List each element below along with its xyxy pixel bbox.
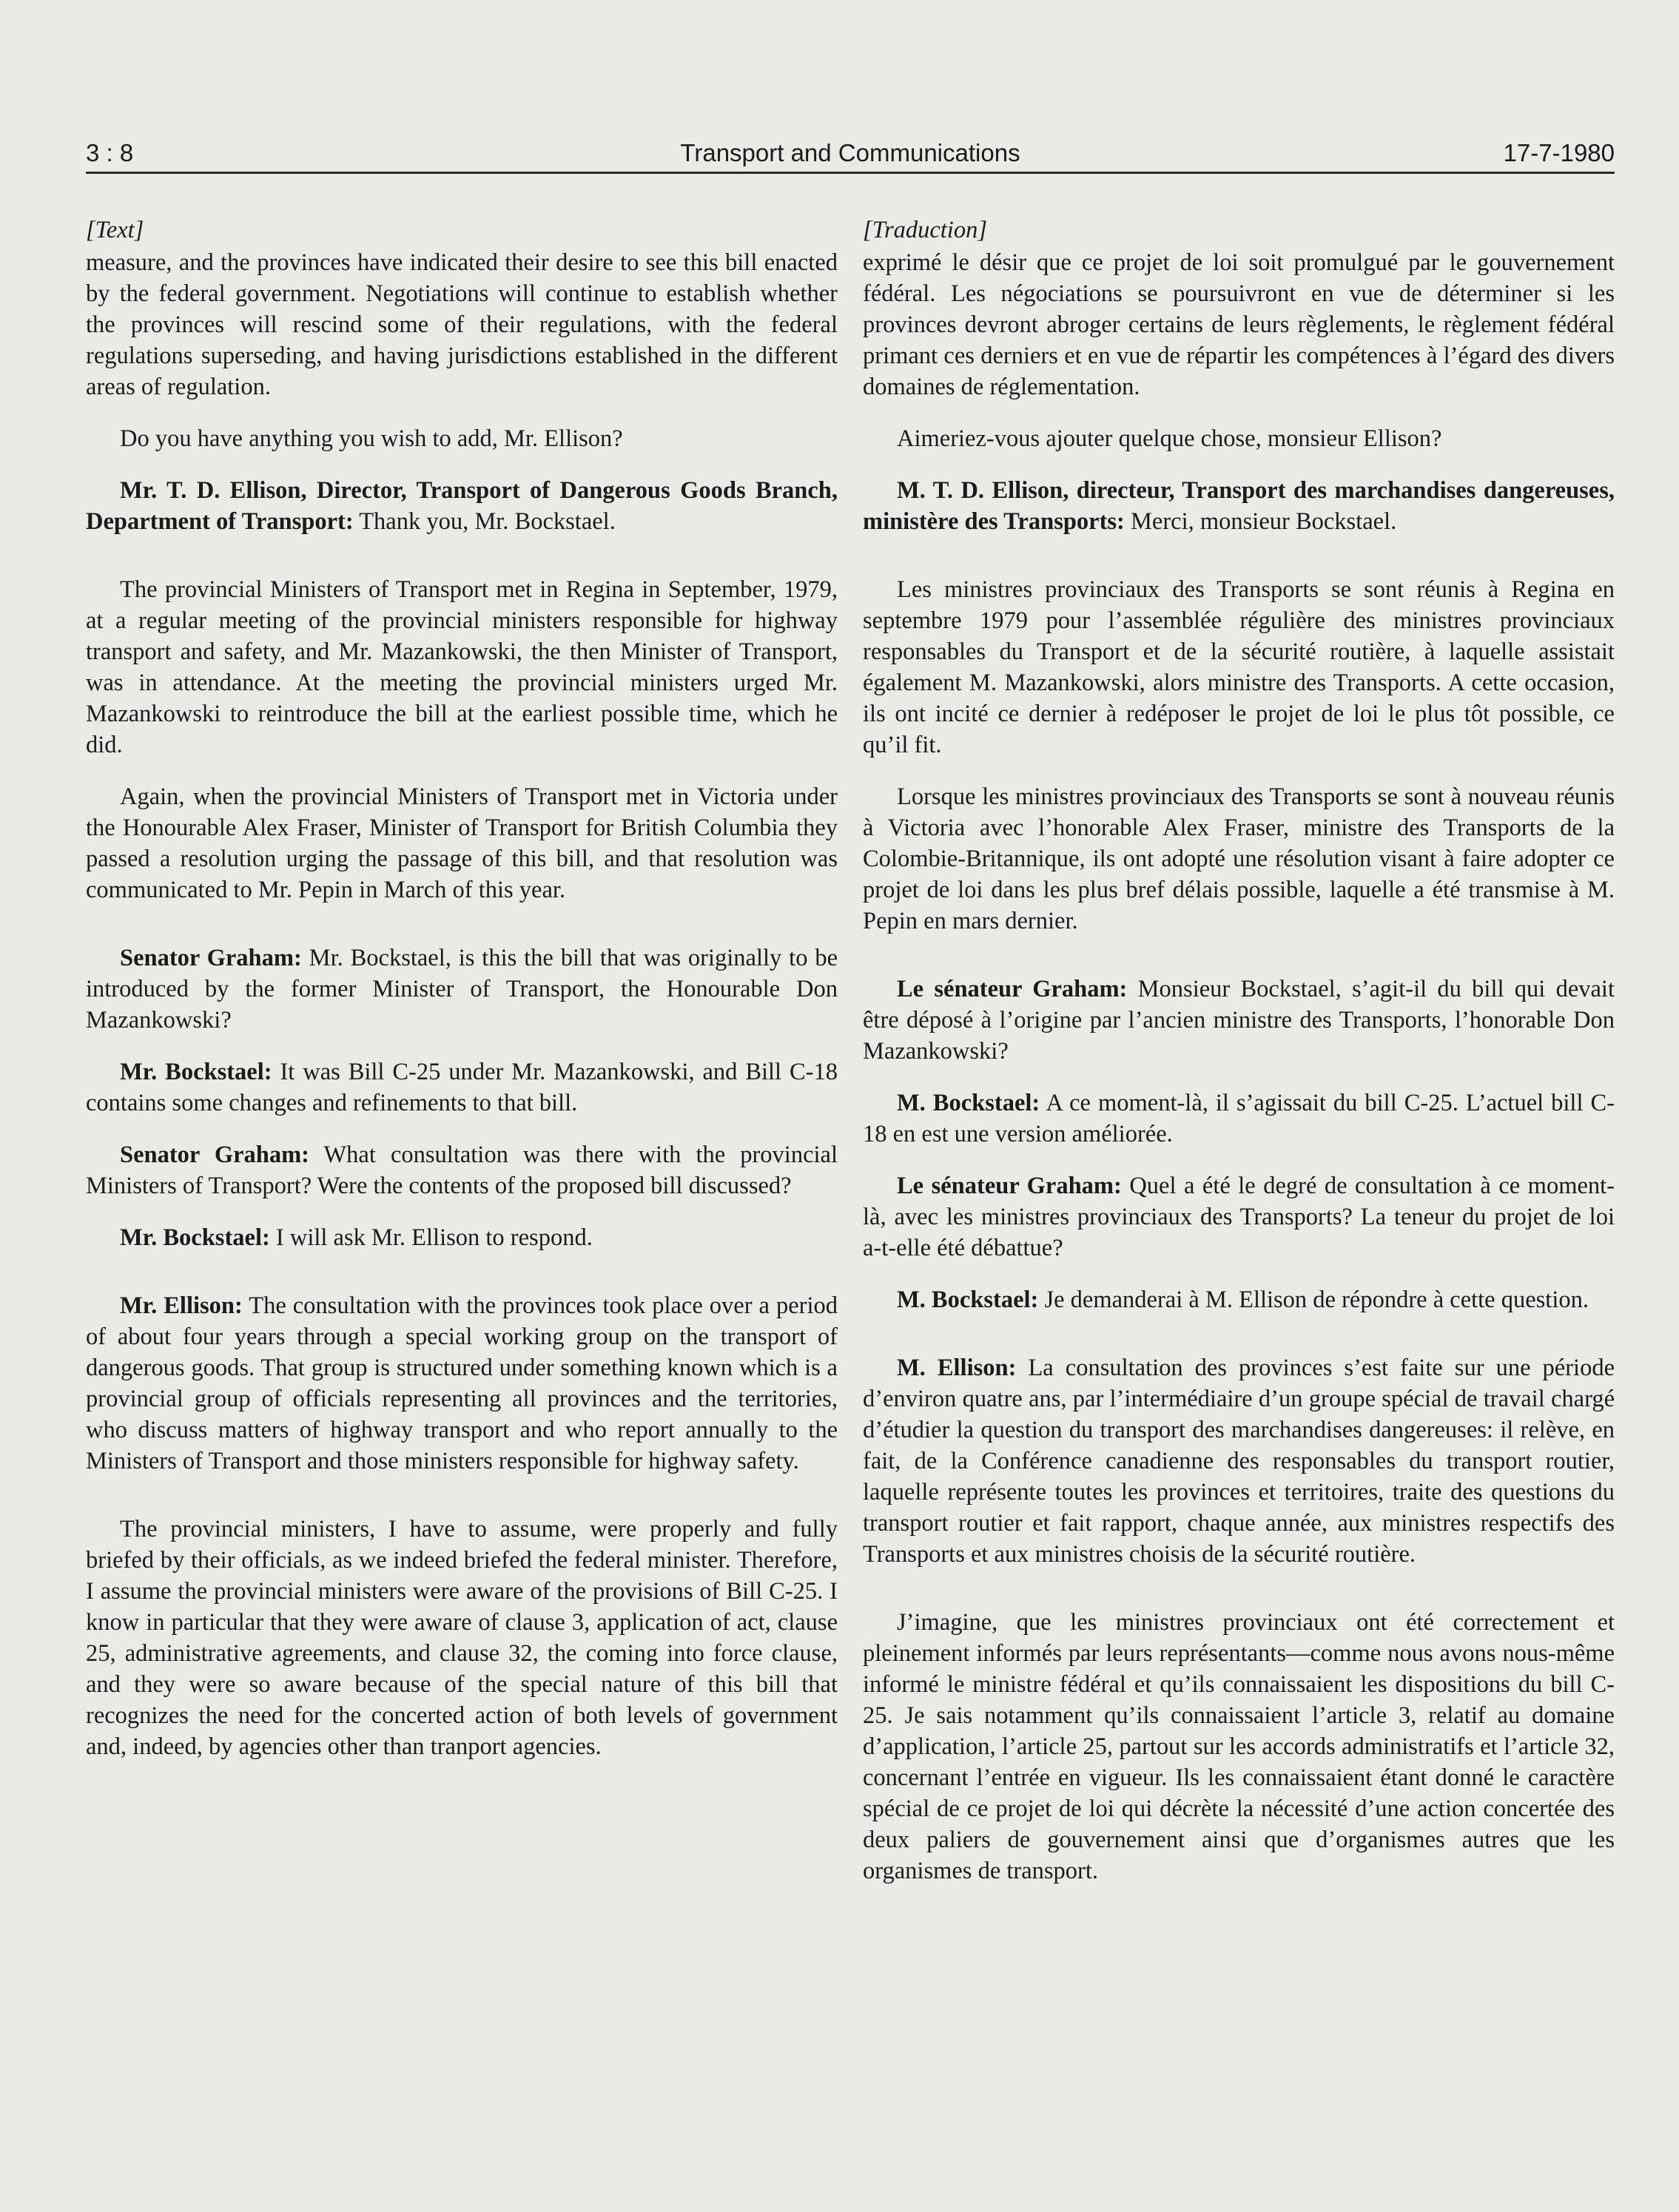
speaker-name: Le sénateur Graham: <box>897 1173 1122 1199</box>
speech-text: I will ask Mr. Ellison to respond. <box>269 1224 593 1251</box>
speech-paragraph <box>863 475 1615 537</box>
speech-paragraph <box>86 1139 838 1201</box>
speech-text: Je demanderai à M. Ellison de répondre à cette question. <box>1038 1287 1589 1313</box>
speech-text: What consultation was there with the provincial Ministers of Transport? Were the contents of the proposed bill discussed? <box>86 1142 838 1199</box>
paragraph: Aimeriez-vous ajouter quelque chose, monsieur Ellison? <box>897 425 1442 452</box>
speech-paragraph <box>86 475 838 537</box>
paragraph: exprimé le désir que ce projet de loi soit promulgué par le gouvernement fédéral. Les négociations se poursuivront en vue de déterminer si les provinces devront abroger certains de leurs règlements, le règlement fédéral primant ces derniers et en vue de répartir les compétences à l’égard des divers domaines de réglementation. <box>863 249 1615 400</box>
speaker-name: M. Bockstael: <box>897 1090 1040 1116</box>
column-tag: [Traduction] <box>863 217 987 243</box>
running-header <box>86 135 1615 174</box>
paragraph: Les ministres provinciaux des Transports se sont réunis à Regina en septembre 1979 pour l’assemblée régulière des ministres provinciaux responsables du Transport et de la sécurité routière, à laquelle assistait également M. Mazankowski, alors ministre des Transports. A cette occasion, ils ont incité ce dernier à redéposer le projet de loi le plus tôt possible, ce qu’il fit. <box>863 576 1615 758</box>
paragraph: J’imagine, que les ministres provinciaux ont été correctement et pleinement informés par leurs représentants—comme nous avons nous-même informé le ministre fédéral et qu’ils connaissaient les dispositions du bill C-25. Je sais notamment qu’ils connaissaient l’article 3, relatif au domaine d’application, l’article 25, partout sur les accords administratifs et l’article 32, concernant l’entrée en vigueur. Ils les connaissaient étant donné le caractère spécial de ce projet de loi qui décrète la nécessité d’une action concertée des deux paliers de gouvernement ainsi que d’organismes autres que les organismes de transport. <box>863 1609 1615 1884</box>
speaker-name: Mr. T. D. Ellison, Director, Transport of Dangerous Goods Branch, Department of Transport: <box>86 477 838 535</box>
speech-text: A ce moment-là, il s’agissait du bill C-25. L’actuel bill C-18 en est une version améliorée. <box>863 1090 1615 1147</box>
speaker-name: M. Bockstael: <box>897 1287 1039 1313</box>
speech-text: Merci, monsieur Bockstael. <box>1124 508 1397 535</box>
english-column <box>86 215 838 1783</box>
speech-paragraph <box>86 1290 838 1477</box>
speech-paragraph <box>863 974 1615 1067</box>
speech-paragraph <box>863 1088 1615 1150</box>
column-tag-word: Traduction <box>872 217 978 243</box>
speaker-name: Senator Graham: <box>120 945 302 971</box>
speaker-name: Le sénateur Graham: <box>897 976 1128 1002</box>
paragraph: The provincial Ministers of Transport met in Regina in September, 1979, at a regular meeting of the provincial ministers responsible for highway transport and safety, and Mr. Mazankowski, the then Minister of Transport, was in attendance. At the meeting the provincial ministers urged Mr. Mazankowski to reintroduce the bill at the earliest possible time, which he did. <box>86 576 838 758</box>
journal-title: Transport and Communications <box>680 139 1020 166</box>
page-number: 3 : 8 <box>86 139 134 166</box>
issue-date: 17-7-1980 <box>1503 139 1615 166</box>
speech-paragraph <box>86 1222 838 1253</box>
speaker-name: M. T. D. Ellison, directeur, Transport des marchandises dangereuses, ministère des Transports: <box>863 477 1615 535</box>
column-tag-word: Text <box>95 217 135 243</box>
speech-text: Monsieur Bockstael, s’agit-il du bill qui devait être déposé à l’origine par l’ancien ministre des Transports, l’honorable Don Mazankowski? <box>863 976 1615 1065</box>
speech-text: The consultation with the provinces took place over a period of about four years through a special working group on the transport of dangerous goods. That group is structured under something known which is a provincial group of officials representing all provinces and the territories, who discuss matters of highway transport and who report annually to the Ministers of Transport and those ministers responsible for highway safety. <box>86 1292 838 1474</box>
speaker-name: M. Ellison: <box>897 1355 1017 1381</box>
speech-text: Thank you, Mr. Bockstael. <box>353 508 616 535</box>
speech-paragraph <box>863 1284 1615 1315</box>
speech-paragraph <box>86 1056 838 1119</box>
speaker-name: Mr. Bockstael: <box>120 1059 272 1085</box>
speech-paragraph <box>863 1170 1615 1264</box>
french-column <box>863 215 1615 1907</box>
speech-text: It was Bill C-25 under Mr. Mazankowski, and Bill C-18 contains some changes and refinements to that bill. <box>86 1059 838 1116</box>
speaker-name: Mr. Ellison: <box>120 1292 243 1319</box>
speech-text: Mr. Bockstael, is this the bill that was originally to be introduced by the former Minister of Transport, the Honourable Don Mazankowski? <box>86 945 838 1033</box>
paragraph: The provincial ministers, I have to assume, were properly and fully briefed by their officials, as we indeed briefed the federal minister. Therefore, I assume the provincial ministers were aware of the provisions of Bill C-25. I know in particular that they were aware of clause 3, application of act, clause 25, administrative agreements, and clause 32, the coming into force clause, and they were so aware because of the special nature of this bill that recognizes the need for the concerted action of both levels of government and, indeed, by agencies other than tranport agencies. <box>86 1516 838 1760</box>
speech-text: Quel a été le degré de consultation à ce moment-là, avec les ministres provinciaux des Transports? La teneur du projet de loi a-t-elle été débattue? <box>863 1173 1615 1261</box>
paragraph: Do you have anything you wish to add, Mr. Ellison? <box>120 425 623 452</box>
speech-text: La consultation des provinces s’est faite sur une période d’environ quatre ans, par l’intermédiaire d’un groupe spécial de travail chargé d’étudier la question du transport des marchandises dangereuses: il relève, en fait, de la Conférence canadienne des responsables du transport routier, laquelle représente toutes les provinces et territoires, traite des questions du transport routier et fait rapport, chaque année, aux ministres respectifs des Transports et aux ministres choisis de la sécurité routière. <box>863 1355 1615 1568</box>
paragraph: measure, and the provinces have indicated their desire to see this bill enacted by the federal government. Negotiations will continue to establish whether the provinces will rescind some of their regulations, with the federal regulations superseding, and having jurisdictions established in the different areas of regulation. <box>86 249 838 400</box>
speaker-name: Mr. Bockstael: <box>120 1224 270 1251</box>
speaker-name: Senator Graham: <box>120 1142 309 1168</box>
speech-paragraph <box>86 943 838 1036</box>
speech-paragraph <box>863 1352 1615 1570</box>
paragraph: Lorsque les ministres provinciaux des Transports se sont à nouveau réunis à Victoria avec l’honorable Alex Fraser, ministre des Transports de la Colombie-Britannique, ils ont adopté une résolution visant à faire adopter ce projet de loi dans les plus bref délais possible, laquelle a été transmise à M. Pepin en mars dernier. <box>863 783 1615 934</box>
paragraph: Again, when the provincial Ministers of Transport met in Victoria under the Honourable Alex Fraser, Minister of Transport for British Columbia they passed a resolution urging the passage of this bill, and that resolution was communicated to Mr. Pepin in March of this year. <box>86 783 838 903</box>
column-tag: [Text] <box>86 217 144 243</box>
